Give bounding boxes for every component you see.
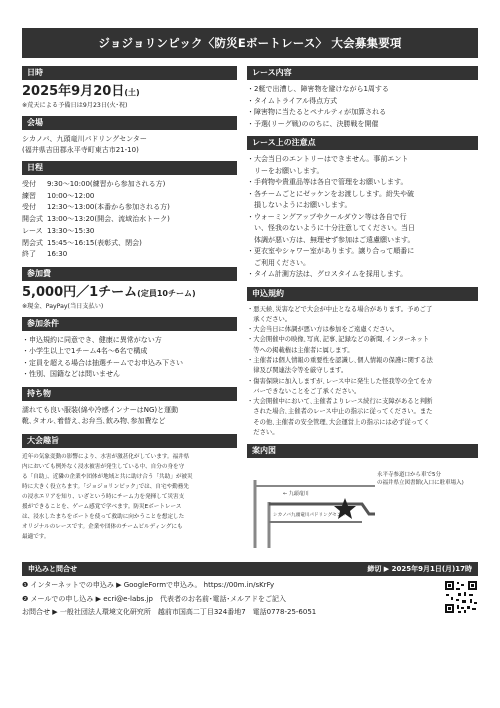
rules-list [247,305,478,439]
map-river-label: ← 九頭竜川 [283,491,309,498]
schedule-row [22,179,237,191]
schedule-time: 12:30～13:00(本番から参加される方) [47,203,170,212]
purpose-line: る「自助」、近隣の企業や団体が地域と共に助け合う「共助」が被災 [22,473,193,480]
caution-item: い、怪我のないように十分注意してください。当日 [247,224,415,232]
contact-area [22,576,478,620]
map-section [247,444,478,552]
purpose-line: オリジナルのレースです。企業や団体のチームビルディングにも [22,523,183,530]
venue-name: シカノバ、九頭竜川パドリングセンター [22,135,147,143]
fee-section [22,267,237,311]
purpose-line: は、浸水したまちをボートを使って救助に向かうことを想定した [22,513,185,520]
schedule-row [22,226,237,238]
schedule-row [22,214,237,226]
rules-item: 等への掲載権は主催者に属します。 [247,346,354,354]
rules-item: ・大会当日に体調が悪い方は参加をご遠慮ください。 [247,326,399,334]
rules-item: ・傷害保険に加入しますが､レース中に発生した怪我等の全てをカ [247,377,433,385]
condition-item: ・小学生以上で1チーム4名～6名で構成 [22,347,148,356]
purpose-line: 援ができることを、ゲーム感覚で学べます。防災Eボートレース [22,503,182,510]
venue-address: (福井県吉田郡永平寺町東古市21-10) [22,145,139,154]
rules-heading: 申込規約 [247,287,478,301]
schedule-time: 15:45～16:15(表彰式、閉会) [47,238,142,247]
belongings-text-1: 濡れても良い服装(綿や冷感インナーはNG)と運動 [22,405,179,414]
schedule-row [22,249,237,261]
conditions-section [22,317,237,381]
schedule-row [22,238,237,250]
fee-heading: 参加費 [22,267,237,281]
race-item: ・障害物に当たるとペナルティが加算される [247,108,387,116]
schedule-row [22,202,237,214]
race-heading: レース内容 [247,66,478,80]
purpose-line: 時に大きく役立ちます。｢ジョジョリンピック｣では、自宅や勤務先 [22,483,189,490]
race-list [247,84,478,130]
two-column-body [22,66,478,558]
purpose-text [22,452,237,542]
rules-item: 律及び関連法令等を厳守します。 [247,367,348,375]
schedule-label: 開会式 [22,215,43,224]
schedule-label: 練習 [22,191,36,200]
rules-item: その他､主催者の安全管理､大会運営上の指示には必ず従ってく [247,418,430,426]
purpose-line: 近年の気象変動の影響により、水害が激甚化がしています。福井県 [22,453,190,460]
schedule-label: 閉会式 [22,238,43,247]
venue-section [22,116,237,155]
rain-date-note: ※荒天による予備日は9月23日(火･祝) [22,102,128,109]
caution-section [247,136,478,281]
caution-item: ・更衣室やシャワー室があります。譲り合って順番に [247,247,415,255]
schedule-label: 終了 [22,250,36,259]
schedule-label: レース [22,226,43,235]
belongings-heading: 持ち物 [22,387,237,401]
qr-code-icon[interactable] [444,580,478,614]
map-heading: 案内図 [247,444,478,458]
caution-item: ご利用ください。 [247,258,310,267]
rules-section [247,287,478,439]
caution-item: ・タイム計測方法は、グロスタイムを採用します。 [247,270,408,278]
rules-item: バーできないことをご了承ください。 [247,387,361,395]
fee-amount: 5,000円／1チーム(定員10チーム) [22,284,196,300]
date-heading: 日時 [22,66,237,80]
apply-email-link[interactable]: ❷ メールでの申し込み ▶ ecri@e-labs.jp 代表者のお名前･電話･メルアドをご記入 [22,594,286,603]
race-item: ・2艇で出漕し、障害物を避けながら1周する [247,85,389,93]
apply-bar [22,562,478,576]
caution-item: ・各チームごとにゼッケンをお渡しします。紛失や破 [247,189,414,198]
access-map [247,462,478,552]
race-section [247,66,478,130]
schedule-time: 10:00～12:00 [47,191,95,200]
conditions-heading: 参加条件 [22,317,237,331]
conditions-list [22,335,237,381]
rules-item: ださい。 [247,429,279,437]
condition-item: ・申込規約に同意でき、健康に異常がない方 [22,335,162,344]
rules-item: された場合､主催者のレース中止の指示に従ってください。また [247,408,433,416]
page-title: ジョジョリンピック〈防災Eボートレース〉 大会募集要項 [22,28,478,58]
caution-list [247,154,478,281]
event-date: 2025年9月20日(土) [22,84,140,99]
inquiry-info: お問合せ ▶ 一般社団法人環境文化研究所 越前市国高二丁目324番地7 電話0778-25-6051 [22,608,317,617]
rules-item: ・大会開催中において､主催者よりレース続行に支障があると判断 [247,398,433,406]
schedule-time: 13:00～13:20(開会、流域治水トーク) [47,215,170,224]
belongings-section [22,387,237,428]
right-column [247,66,478,558]
caution-item: 体調が悪い方は、無理せず参加はご遠慮願います。 [247,235,415,244]
schedule-list [22,179,237,261]
caution-item: ・ウォーミングアップやクールダウン等は各自で行 [247,212,407,221]
schedule-row [22,191,237,203]
belongings-text-2: 靴､タオル､着替え､お弁当､飲み物､参加費など [22,417,166,426]
schedule-section [22,161,237,261]
caution-item: 損しないようにお願いします。 [247,201,352,209]
apply-online-link[interactable]: ❶ インターネットでの申込み ▶ GoogleFormで申込み。 https://00m.in/sKrFy [22,581,275,590]
schedule-label: 受付 [22,203,36,212]
schedule-label: 受付 [22,180,36,188]
schedule-time: 16:30 [47,250,68,259]
rules-item: 承ください。 [247,315,292,323]
left-column [22,66,237,558]
venue-heading: 会場 [22,116,237,130]
caution-item: ・手荷物や貴重品等は各自で管理をお願いします。 [247,178,408,186]
race-item: ・予選(リーグ戦)ののちに、決勝戦を開催 [247,119,379,128]
purpose-line: の浸水エリアを知り、いざという時にチーム力を発揮して災害支 [22,493,185,500]
schedule-time: 9:30～10:00(練習から参加される方) [47,180,166,188]
schedule-time: 13:30～15:30 [47,226,95,235]
rules-item: ・主催者は個人情報の重要性を認識し､個人情報の保護に関する法 [247,356,433,364]
rules-item: ・悪天候､災害などで大会が中止となる場合があります。予めご了 [247,305,433,313]
map-center-label: シカノバ九頭竜川パドリングセンター [273,513,351,519]
caution-item: リーをお願いします。 [247,166,324,175]
purpose-section [22,434,237,542]
condition-item: ・定員を超える場合は抽選チームでお申込み下さい [22,358,183,367]
purpose-heading: 大会趣旨 [22,434,237,448]
date-section [22,66,237,110]
purpose-line: 内においても例外なく浸水被害が発生している中、自分の身を守 [22,463,185,470]
fee-payment-note: ※現金、PayPay(当日支払い) [22,302,104,310]
apply-heading: 申込みと問合せ [28,565,77,574]
condition-item: ・性別、国籍などは問いません [22,370,120,379]
schedule-heading: 日程 [22,161,237,175]
purpose-line: 最適です。 [22,533,50,540]
caution-item: ・大会当日のエントリーはできません。事前エント [247,155,409,163]
map-access-note: 永平寺参道口から車で5分 の福井県立図書館(入口に駐車場入) [377,472,464,487]
caution-heading: レース上の注意点 [247,136,478,150]
apply-deadline: 締切 ▶ 2025年9月1日(月)17時 [367,565,472,574]
rules-item: ・大会開催中の映像､写真､記事､記録などの新聞､インターネット [247,336,430,344]
race-item: ・タイムトライアル得点方式 [247,96,338,105]
